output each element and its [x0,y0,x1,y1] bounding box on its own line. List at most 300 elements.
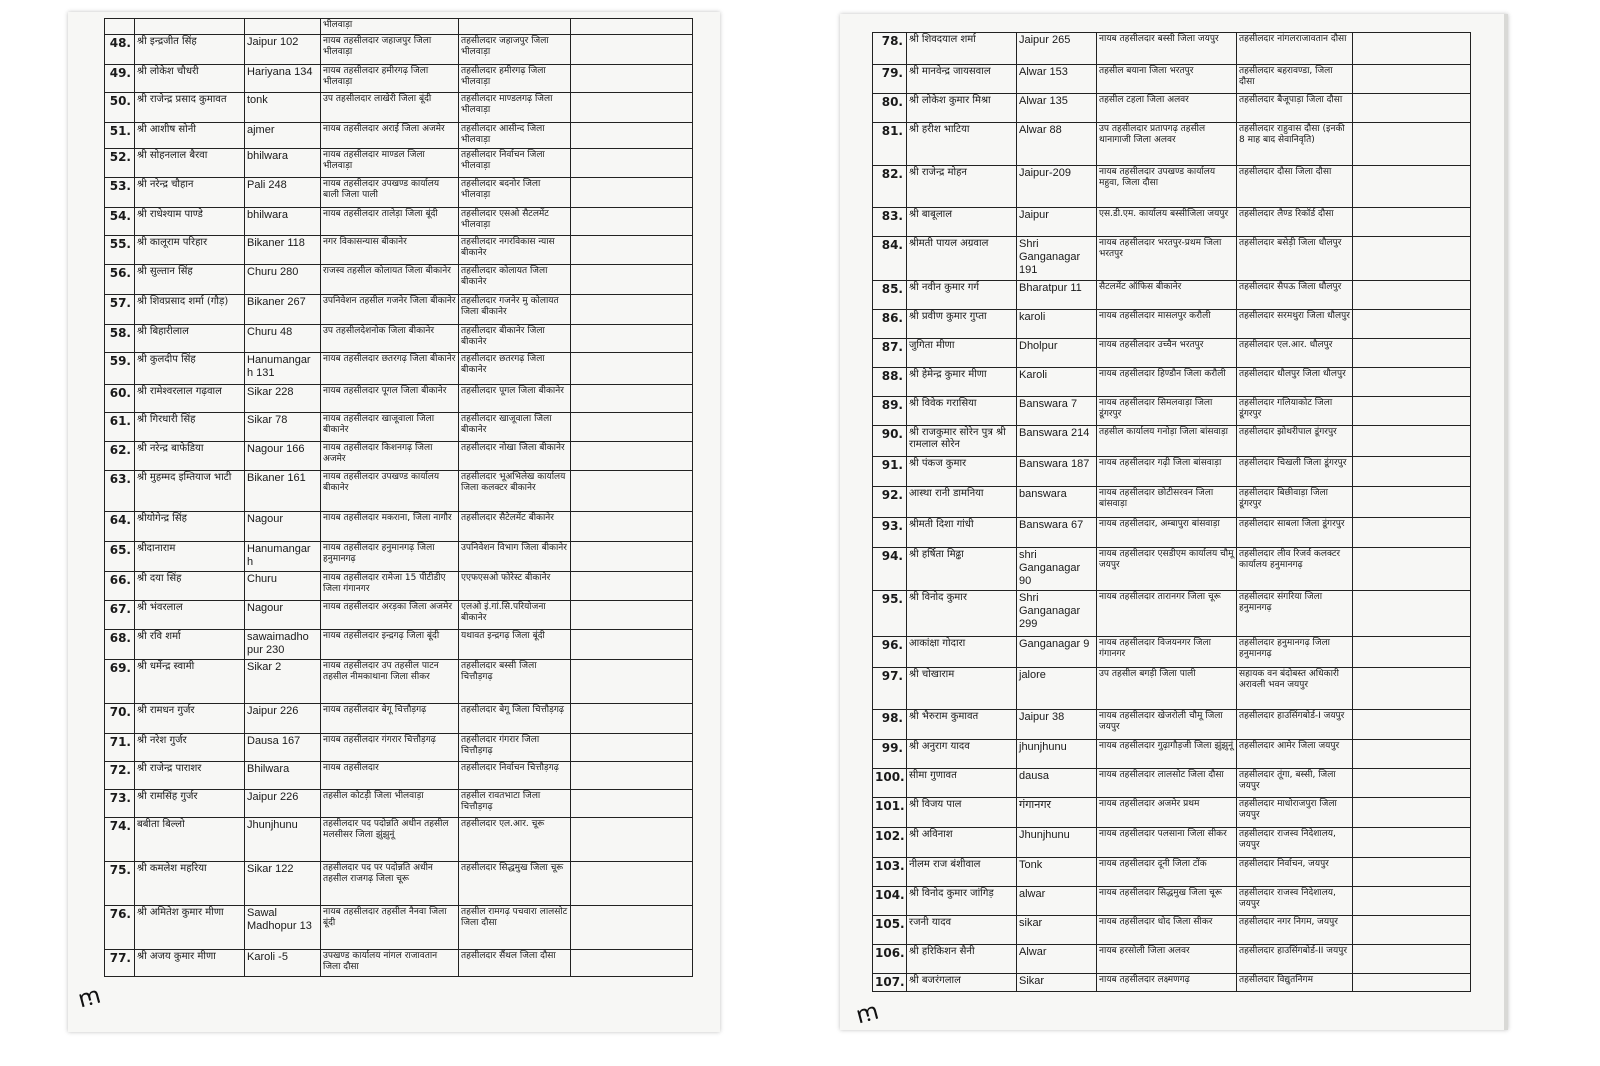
table-row [873,368,1471,397]
serial-number-cell: 72. [105,762,135,790]
home-district-cell: Banswara 67 [1017,518,1097,548]
serial-number-cell: 64. [105,512,135,542]
officer-name-cell: श्री कुलदीप सिंह [135,353,245,385]
home-district-cell: bhilwara [245,149,321,178]
new-posting-cell: तहसीलदार सैटेलमेंट बीकानेर [459,512,571,542]
serial-number-cell: 70. [105,704,135,734]
current-posting-cell: नायब तहसीलदार उच्चैन भरतपुर [1097,339,1237,368]
table-row [873,858,1471,887]
current-posting-cell: नायब तहसीलदार विजयनगर जिला गंगानगर [1097,637,1237,668]
officer-name-cell: श्री विजय पाल [907,798,1017,828]
home-district-cell: Sikar [1017,974,1097,992]
new-posting-cell: तहसीलदार कोलायत जिला बीकानेर [459,265,571,295]
current-posting-cell: नायब तहसीलदार हमीरगढ़ जिला भीलवाड़ा [321,65,459,93]
home-district-cell: sikar [1017,916,1097,945]
home-district-cell: Pali 248 [245,178,321,208]
table-row [105,906,693,950]
officer-name-cell: श्रीमती दिशा गांधी [907,518,1017,548]
remarks-cell [1353,487,1471,518]
officer-name-cell: श्रीमती पायल अग्रवाल [907,237,1017,281]
table-row [105,385,693,413]
remarks-cell [1353,368,1471,397]
home-district-cell: ajmer [245,123,321,149]
current-posting-cell: उपनिवेशन तहसील गजनेर जिला बीकानेर [321,295,459,325]
serial-number-cell: 58. [105,325,135,353]
officer-name-cell: सीमा गुणावत [907,769,1017,798]
home-district-cell: Banswara 7 [1017,397,1097,426]
new-posting-cell: एलओ इं.गां.सि.परियोजना बीकानेर [459,601,571,630]
current-posting-cell: नायब तहसीलदार उपखण्ड कार्यालय बीकानेर [321,471,459,512]
home-district-cell: Churu 280 [245,265,321,295]
remarks-cell [571,790,693,818]
home-district-cell: Jaipur 226 [245,790,321,818]
new-posting-cell: तहसीलदार निर्वाचन, जयपुर [1237,858,1353,887]
current-posting-cell: नायब तहसीलदार लालसोट जिला दौसा [1097,769,1237,798]
table-row [873,591,1471,637]
remarks-cell [1353,916,1471,945]
serial-number-cell: 63. [105,471,135,512]
serial-number-cell: 104. [873,887,907,916]
home-district-cell: Shri Ganganagar 299 [1017,591,1097,637]
home-district-cell: Nagour [245,512,321,542]
current-posting-cell: नायब तहसीलदार खेजरोली चौमू जिला जयपुर [1097,710,1237,740]
serial-number-cell: 76. [105,906,135,950]
serial-number-cell: 102. [873,828,907,858]
current-posting-cell: नायब तहसीलदार सिद्धमुख जिला चूरू [1097,887,1237,916]
remarks-cell [1353,591,1471,637]
serial-number-cell: 48. [105,35,135,65]
officer-name-cell: श्री रामसिंह गुर्जर [135,790,245,818]
table-row [873,166,1471,208]
remarks-cell [571,862,693,906]
home-district-cell: alwar [1017,887,1097,916]
officer-name-cell: श्री नरेश गुर्जर [135,734,245,762]
table-row [873,94,1471,123]
remarks-cell [1353,974,1471,992]
home-district-cell: banswara [1017,487,1097,518]
serial-number-cell: 100. [873,769,907,798]
current-posting-cell: नायब तहसीलदार जहाजपुर जिला भीलवाड़ा [321,35,459,65]
table-row [105,65,693,93]
officer-name-cell: श्री नरेन्द्र चौहान [135,178,245,208]
table-row [873,65,1471,94]
officer-name-cell: श्री हर्षिता मिढ्ढा [907,548,1017,591]
serial-number-cell: 75. [105,862,135,906]
remarks-cell [1353,945,1471,974]
current-posting-cell: नायब तहसीलदार खाजूवाला जिला बीकानेर [321,413,459,442]
serial-number-cell: 83. [873,208,907,237]
current-posting-cell: नायब तहसीलदार गुढ़ागौड़जी जिला झुंझुनूं [1097,740,1237,769]
serial-number-cell: 95. [873,591,907,637]
table-row [105,512,693,542]
current-posting-cell: तहसीलदार पद पर पदोन्नति अधीन तहसील राजगढ़ जिला चूरू [321,862,459,906]
new-posting-cell: तहसीलदार बस्सी जिला चित्तौड़गढ़ [459,660,571,704]
new-posting-cell: तहसीलदार हमीरगढ़ जिला भीलवाड़ा [459,65,571,93]
home-district-cell: Karoli -5 [245,950,321,977]
new-posting-cell: तहसीलदार विद्युतनिगम [1237,974,1353,992]
new-posting-cell: तहसीलदार एल.आर. धौलपुर [1237,339,1353,368]
table-row [105,542,693,572]
home-district-cell: Bhilwara [245,762,321,790]
new-posting-cell: तहसीलदार राजस्व निदेशालय, जयपुर [1237,887,1353,916]
new-posting-cell: तहसीलदार धौलपुर जिला धौलपुर [1237,368,1353,397]
serial-number-cell: 97. [873,668,907,710]
remarks-cell [571,442,693,471]
home-district-cell: Hanumangar h [245,542,321,572]
table-row [873,518,1471,548]
remarks-cell [571,93,693,123]
officer-name-cell: श्री हरीश भाटिया [907,123,1017,166]
current-posting-cell: नायब तहसीलदार पूगल जिला बीकानेर [321,385,459,413]
current-posting-cell: भीलवाड़ा [321,19,459,35]
remarks-cell [571,149,693,178]
serial-number-cell: 88. [873,368,907,397]
current-posting-cell: नायब तहसीलदार तहसील नैनवा जिला बूंदी [321,906,459,950]
new-posting-cell: तहसीलदार लीव रिजर्व कलक्टर कार्यालय हनुमानगढ़ [1237,548,1353,591]
remarks-cell [571,734,693,762]
table-row [873,828,1471,858]
officer-name-cell: श्री दया सिंह [135,572,245,601]
home-district-cell: Hariyana 134 [245,65,321,93]
remarks-cell [1353,94,1471,123]
table-row [873,548,1471,591]
new-posting-cell: तहसीलदार राजस्व निदेशालय, जयपुर [1237,828,1353,858]
serial-number-cell: 56. [105,265,135,295]
officer-name-cell: श्री भंवरलाल [135,601,245,630]
officer-name-cell: जुगिता मीणा [907,339,1017,368]
remarks-cell [1353,237,1471,281]
current-posting-cell: नायब तहसीलदार सिमलवाड़ा जिला डूंगरपुर [1097,397,1237,426]
home-district-cell: jhunjhunu [1017,740,1097,769]
officer-name-cell: श्री अनुराग यादव [907,740,1017,769]
remarks-cell [571,236,693,265]
remarks-cell [1353,457,1471,487]
officer-name-cell: श्री लोकेश चौधरी [135,65,245,93]
serial-number-cell: 96. [873,637,907,668]
current-posting-cell: नायब तहसीलदार किशनगढ़ जिला अजमेर [321,442,459,471]
current-posting-cell: तहसील टहला जिला अलवर [1097,94,1237,123]
remarks-cell [571,572,693,601]
home-district-cell: Jhunjhunu [1017,828,1097,858]
table-row [873,123,1471,166]
officer-name-cell: श्री शिवदयाल शर्मा [907,33,1017,65]
remarks-cell [1353,548,1471,591]
home-district-cell: Alwar 135 [1017,94,1097,123]
new-posting-cell: तहसीलदार गंगरार जिला चित्तौड़गढ़ [459,734,571,762]
serial-number-cell: 52. [105,149,135,178]
remarks-cell [571,265,693,295]
new-posting-cell: तहसीलदार छतरगढ़ जिला बीकानेर [459,353,571,385]
remarks-cell [1353,208,1471,237]
serial-number-cell: 107. [873,974,907,992]
serial-number-cell: 59. [105,353,135,385]
current-posting-cell: तहसील कार्यालय गनोड़ा जिला बांसवाड़ा [1097,426,1237,457]
serial-number-cell: 80. [873,94,907,123]
home-district-cell: Jhunjhunu [245,818,321,862]
officer-name-cell: श्री शिवप्रसाद शर्मा (गौड़) [135,295,245,325]
current-posting-cell: नायब तहसीलदार [321,762,459,790]
new-posting-cell: तहसीलदार झोथरीपाल डूंगरपुर [1237,426,1353,457]
new-posting-cell: तहसीलदार आमेर जिला जयपुर [1237,740,1353,769]
table-row [105,236,693,265]
officer-name-cell: श्री राजेन्द्र पाराशर [135,762,245,790]
officer-name-cell: श्रीयोगेन्द्र सिंह [135,512,245,542]
table-row [873,457,1471,487]
officer-name-cell: श्री लोकेश कुमार मिश्रा [907,94,1017,123]
new-posting-cell: तहसीलदार निर्वाचन चित्तौड़गढ़ [459,762,571,790]
table-row [105,265,693,295]
table-row [105,178,693,208]
home-district-cell: Bikaner 267 [245,295,321,325]
new-posting-cell: यथावत इन्द्रगढ़ जिला बूंदी [459,630,571,660]
serial-number-cell: 55. [105,236,135,265]
home-district-cell: Bikaner 118 [245,236,321,265]
new-posting-cell: तहसीलदार माधोराजपुरा जिला जयपुर [1237,798,1353,828]
table-row [873,887,1471,916]
new-posting-cell: तहसीलदार बिछीवाड़ा जिला डूंगरपुर [1237,487,1353,518]
serial-number-cell: 106. [873,945,907,974]
table-row [873,310,1471,339]
remarks-cell [1353,518,1471,548]
remarks-cell [571,123,693,149]
home-district-cell: sawaimadho pur 230 [245,630,321,660]
current-posting-cell: नायब तहसीलदार लक्ष्मणगढ़ [1097,974,1237,992]
remarks-cell [1353,637,1471,668]
home-district-cell: Hanumangar h 131 [245,353,321,385]
current-posting-cell: नायब तहसीलदार अरड़का जिला अजमेर [321,601,459,630]
new-posting-cell: तहसीलदार हनुमानगढ़ जिला हनुमानगढ़ [1237,637,1353,668]
remarks-cell [571,512,693,542]
home-district-cell: Jaipur [1017,208,1097,237]
officer-name-cell: आकांक्षा गोदारा [907,637,1017,668]
home-district-cell: Jaipur-209 [1017,166,1097,208]
serial-number-cell: 93. [873,518,907,548]
current-posting-cell: नगर विकासन्यास बीकानेर [321,236,459,265]
current-posting-cell: नायब तहसीलदार छतरगढ़ जिला बीकानेर [321,353,459,385]
serial-number-cell: 57. [105,295,135,325]
officer-name-cell: श्री नरेन्द्र बाफेडिया [135,442,245,471]
remarks-cell [571,65,693,93]
table-row [105,208,693,236]
home-district-cell: shri Ganganagar 90 [1017,548,1097,591]
remarks-cell [571,704,693,734]
new-posting-cell: तहसीलदार भूअभिलेख कार्यालय जिला कलक्टर बीकानेर [459,471,571,512]
new-posting-cell: तहसीलदार चिखली जिला डूंगरपुर [1237,457,1353,487]
current-posting-cell: तहसीलदार पद पदोन्नति अधीन तहसील मलसीसर जिला झुंझुनूं [321,818,459,862]
home-district-cell: Ganganagar 9 [1017,637,1097,668]
current-posting-cell: तहसील कोटड़ी जिला भीलवाड़ा [321,790,459,818]
serial-number-cell [105,19,135,35]
current-posting-cell: नायब तहसीलदार छोटीसरवन जिला बांसवाड़ा [1097,487,1237,518]
officer-name-cell: श्री राधेश्याम पाण्डे [135,208,245,236]
officer-name-cell: श्री प्रवीण कुमार गुप्ता [907,310,1017,339]
table-row [873,208,1471,237]
remarks-cell [1353,281,1471,310]
officer-name-cell: श्री कालूराम परिहार [135,236,245,265]
new-posting-cell: तहसीलदार नगरविकास न्यास बीकानेर [459,236,571,265]
remarks-cell [1353,798,1471,828]
serial-number-cell: 92. [873,487,907,518]
signature-mark: ꭑ [852,996,882,1030]
table-row [873,740,1471,769]
new-posting-cell: तहसीलदार सैंथल जिला दौसा [459,950,571,977]
officer-name-cell: श्री धर्मेन्द्र स्वामी [135,660,245,704]
table-row [873,974,1471,992]
table-row [873,33,1471,65]
remarks-cell [571,818,693,862]
table-row [873,916,1471,945]
current-posting-cell: नायब तहसीलदार तारानगर जिला चूरू [1097,591,1237,637]
remarks-cell [571,178,693,208]
new-posting-cell: तहसीलदार हाउसिंगबोर्ड-I जयपुर [1237,710,1353,740]
home-district-cell: Shri Ganganagar 191 [1017,237,1097,281]
home-district-cell: Dausa 167 [245,734,321,762]
current-posting-cell: नायब तहसीलदार उपखण्ड कार्यालय बाली जिला पाली [321,178,459,208]
new-posting-cell: तहसीलदार बीकानेर जिला बीकानेर [459,325,571,353]
home-district-cell [245,19,321,35]
remarks-cell [571,471,693,512]
officer-name-cell: श्री गिरधारी सिंह [135,413,245,442]
current-posting-cell: नायब तहसीलदार भरतपुर-प्रथम जिला भरतपुर [1097,237,1237,281]
new-posting-cell: एएफएसओ फोरेस्ट बीकानेर [459,572,571,601]
remarks-cell [571,295,693,325]
serial-number-cell: 60. [105,385,135,413]
serial-number-cell: 74. [105,818,135,862]
table-row [873,769,1471,798]
serial-number-cell: 68. [105,630,135,660]
serial-number-cell: 77. [105,950,135,977]
table-row [105,19,693,35]
officer-name-cell: श्री मानवेन्द्र जायसवाल [907,65,1017,94]
table-row [105,762,693,790]
remarks-cell [571,906,693,950]
table-row [873,710,1471,740]
serial-number-cell: 50. [105,93,135,123]
current-posting-cell: उप तहसीलदार लाखेरी जिला बूंदी [321,93,459,123]
remarks-cell [571,413,693,442]
remarks-cell [571,19,693,35]
remarks-cell [571,660,693,704]
officer-name-cell: श्री नवीन कुमार गर्ग [907,281,1017,310]
officer-name-cell: नीलम राज बंशीवाल [907,858,1017,887]
home-district-cell: karoli [1017,310,1097,339]
home-district-cell: Banswara 214 [1017,426,1097,457]
home-district-cell: Tonk [1017,858,1097,887]
serial-number-cell: 94. [873,548,907,591]
home-district-cell: Alwar 88 [1017,123,1097,166]
officer-name-cell: श्री कमलेश महरिया [135,862,245,906]
new-posting-cell: सहायक वन बंदोबस्त अधिकारी अरावली भवन जयपुर [1237,668,1353,710]
remarks-cell [1353,166,1471,208]
current-posting-cell: नायब तहसीलदार गंगरार चित्तौड़गढ़ [321,734,459,762]
home-district-cell: Sikar 78 [245,413,321,442]
table-row [873,281,1471,310]
table-row [105,325,693,353]
officer-name-cell: श्री रामेश्वरलाल गढ़वाल [135,385,245,413]
table-row [873,237,1471,281]
serial-number-cell: 62. [105,442,135,471]
current-posting-cell: उप तहसीलदेशनोक जिला बीकानेर [321,325,459,353]
home-district-cell: dausa [1017,769,1097,798]
table-row [873,637,1471,668]
table-row [873,426,1471,457]
table-row [105,818,693,862]
new-posting-cell: तहसीलदार बदनोर जिला भीलवाड़ा [459,178,571,208]
serial-number-cell: 85. [873,281,907,310]
officer-name-cell: श्री सुल्तान सिंह [135,265,245,295]
serial-number-cell: 99. [873,740,907,769]
officer-name-cell: श्री इन्द्रजीत सिंह [135,35,245,65]
table-row [105,660,693,704]
table-row [105,35,693,65]
new-posting-cell: तहसीलदार गजनेर मु कोलायत जिला बीकानेर [459,295,571,325]
officer-name-cell: श्री विनोद कुमार जांगिड़ [907,887,1017,916]
signature-mark: ꭑ [74,980,104,1014]
table-row [105,572,693,601]
officer-name-cell: श्री आशीष सोनी [135,123,245,149]
remarks-cell [1353,710,1471,740]
serial-number-cell: 91. [873,457,907,487]
table-row [105,295,693,325]
new-posting-cell: तहसीलदार एल.आर. चूरू [459,818,571,862]
home-district-cell: Jaipur 265 [1017,33,1097,65]
table-row [105,149,693,178]
serial-number-cell: 82. [873,166,907,208]
serial-number-cell: 103. [873,858,907,887]
new-posting-cell: तहसीलदार लैण्ड रिकॉर्ड दौसा [1237,208,1353,237]
officer-name-cell: श्रीदानाराम [135,542,245,572]
serial-number-cell: 73. [105,790,135,818]
current-posting-cell: नायब तहसीलदार हनुमानगढ़ जिला हनुमानगढ़ [321,542,459,572]
home-district-cell: गंगानगर [1017,798,1097,828]
remarks-cell [571,325,693,353]
officer-name-cell: श्री बाबूलाल [907,208,1017,237]
remarks-cell [571,950,693,977]
new-posting-cell: तहसीलदार नांगलराजावतान दौसा [1237,33,1353,65]
home-district-cell: Nagour [245,601,321,630]
serial-number-cell: 71. [105,734,135,762]
current-posting-cell: एस.डी.एम. कार्यालय बस्सीजिला जयपुर [1097,208,1237,237]
new-posting-cell: तहसीलदार हाउसिंगबोर्ड-II जयपुर [1237,945,1353,974]
serial-number-cell: 86. [873,310,907,339]
remarks-cell [1353,887,1471,916]
home-district-cell: Sikar 122 [245,862,321,906]
serial-number-cell: 67. [105,601,135,630]
new-posting-cell: तहसील रावतभाटा जिला चित्तौड़गढ़ [459,790,571,818]
officer-name-cell: श्री विवेक गरासिया [907,397,1017,426]
table-row [873,945,1471,974]
table-row [105,413,693,442]
current-posting-cell: नायब तहसीलदार धोद जिला सीकर [1097,916,1237,945]
home-district-cell: Banswara 187 [1017,457,1097,487]
officer-name-cell: श्री पंकज कुमार [907,457,1017,487]
table-row [105,442,693,471]
table-row [873,339,1471,368]
table-row [873,487,1471,518]
serial-number-cell: 81. [873,123,907,166]
serial-number-cell: 54. [105,208,135,236]
remarks-cell [571,208,693,236]
home-district-cell: Sawal Madhopur 13 [245,906,321,950]
home-district-cell: Jaipur 38 [1017,710,1097,740]
serial-number-cell: 53. [105,178,135,208]
serial-number-cell: 105. [873,916,907,945]
current-posting-cell: नायब तहसीलदार इन्द्रगढ़ जिला बूंदी [321,630,459,660]
serial-number-cell: 101. [873,798,907,828]
current-posting-cell: नायब तहसीलदार दूनी जिला टोंक [1097,858,1237,887]
table-row [873,798,1471,828]
officer-name-cell: श्री अजय कुमार मीणा [135,950,245,977]
